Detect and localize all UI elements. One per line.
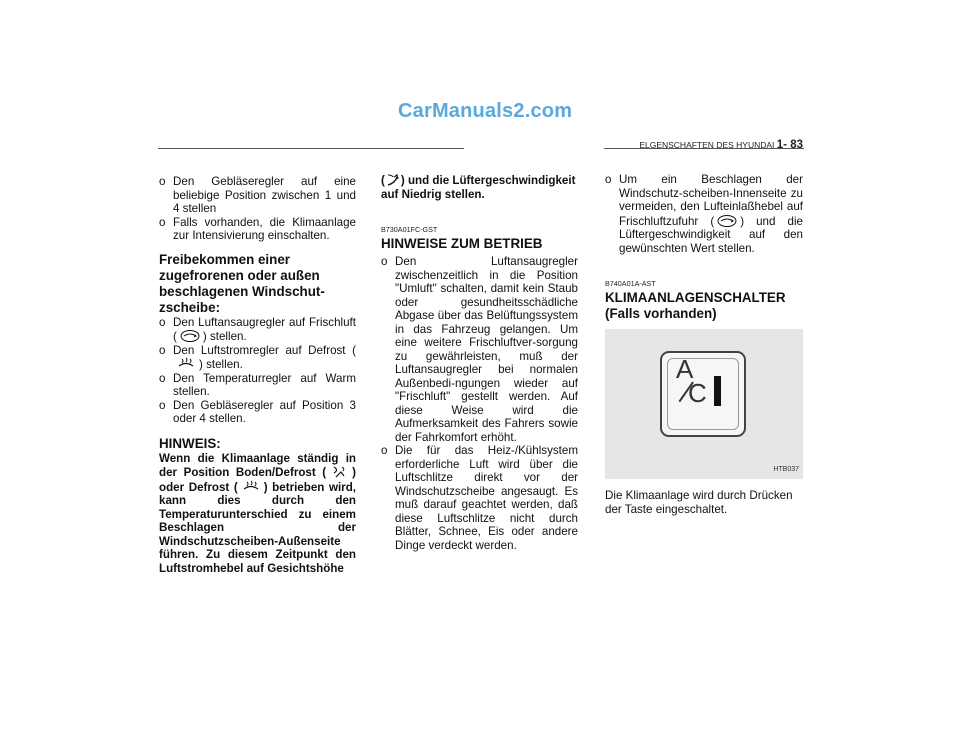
figure-code: HTB037 xyxy=(773,465,799,473)
column-2 xyxy=(381,173,578,552)
section-heading-defrost: Freibekommen einer zugefrorenen oder außen beschlagenen Windschut-zscheibe: xyxy=(159,251,325,315)
column-3 xyxy=(605,173,803,516)
page-header xyxy=(639,139,803,151)
fresh-air-icon xyxy=(177,329,203,343)
fresh-air-icon xyxy=(714,214,740,228)
indicator-light-icon xyxy=(714,376,721,406)
defrost-icon xyxy=(173,357,199,371)
list-item: o Den Gebläseregler auf Position 3 oder 4 stellen. xyxy=(159,398,356,425)
list-item: o Falls vorhanden, die Klimaanlage zur Intensivierung einschalten. xyxy=(159,215,356,242)
list-item: o Um ein Beschlagen der Windschutz-scheiben-Innenseite zu vermeiden, den Lufteinlaßhebel auf Frischluftzufuhr ( ) und die Lüftergeschwindigkeit auf den gewünschten Wert stellen. xyxy=(605,173,803,255)
header-rule-left xyxy=(158,148,464,149)
list-item: o Den Temperaturregler auf Warm stellen. xyxy=(159,371,356,398)
list-item: o Den Luftansaugregler auf Frischluft ( ) stellen. xyxy=(159,315,356,343)
section-code: B740A01A-AST xyxy=(605,279,656,288)
note-text: Wenn die Klimaanlage ständig in der Position Boden/Defrost ( ) oder Defrost ( ) betrieben wird, kann dies durch den Temperaturunterschied zu einem Beschlagen der Windschutzscheiben-Außenseite führen. Zu diesem Zeitpunkt den Luftstromhebel auf Gesichtshöhe xyxy=(159,451,356,575)
list-item: o Den Luftstromregler auf Defrost ( ) stellen. xyxy=(159,343,356,371)
ac-label-c: C xyxy=(688,378,707,408)
ac-switch-figure xyxy=(605,329,803,479)
list-item: o Die für das Heiz-/Kühlsystem erforderliche Luft wird über die Luftschlitze direkt vor der Windschutzscheibe angesaugt. Es muß darauf geachtet werden, daß diese Luftschlitze nicht durch Blätter, Schnee, Eis oder andere Dinge verdeckt werden. xyxy=(381,444,578,552)
section-code: B730A01FC-GST xyxy=(381,225,438,234)
defrost-icon xyxy=(238,480,264,494)
section-title: ELGENSCHAFTEN DES HYUNDAI xyxy=(639,140,775,150)
column-1 xyxy=(159,175,356,575)
floor-defrost-icon xyxy=(326,465,352,479)
ac-button-illustration xyxy=(660,351,746,437)
ac-label-a: A xyxy=(676,354,694,384)
section-heading-ac-switch: KLIMAANLAGENSCHALTER (Falls vorhanden) xyxy=(605,290,786,321)
page-number: 1- 83 xyxy=(776,139,803,151)
note-title: HINWEIS: xyxy=(159,435,221,451)
list-item: o Den Gebläseregler auf eine beliebige Position zwischen 1 und 4 stellen xyxy=(159,175,356,215)
figure-caption: Die Klimaanlage wird durch Drücken der Taste eingeschaltet. xyxy=(605,489,793,516)
face-vent-icon xyxy=(385,173,401,187)
section-heading-operation: HINWEISE ZUM BETRIEB xyxy=(381,236,543,251)
watermark-logo: CarManuals2.com xyxy=(398,100,573,122)
continued-text: ( ) und die Lüftergeschwindigkeit auf Niedrig stellen. xyxy=(381,174,576,201)
list-item: o Den Luftansaugregler zwischenzeitlich in die Position "Umluft" schalten, damit kein Staub oder gesundheitsschädliche Abgase über das Belüftungssystem in das Fahrzeug gelangen. Um eine weitere Frischluftver-sorgung zu gewährleisten, muß der Luftansaugregler bei normalen Außenbedi-ngungen wieder auf "Frischluft" gestellt werden. Auf diese Weise wird die Aufmerksamkeit des Fahrers sowie der Fahrkomfort erhöht. xyxy=(381,255,578,444)
